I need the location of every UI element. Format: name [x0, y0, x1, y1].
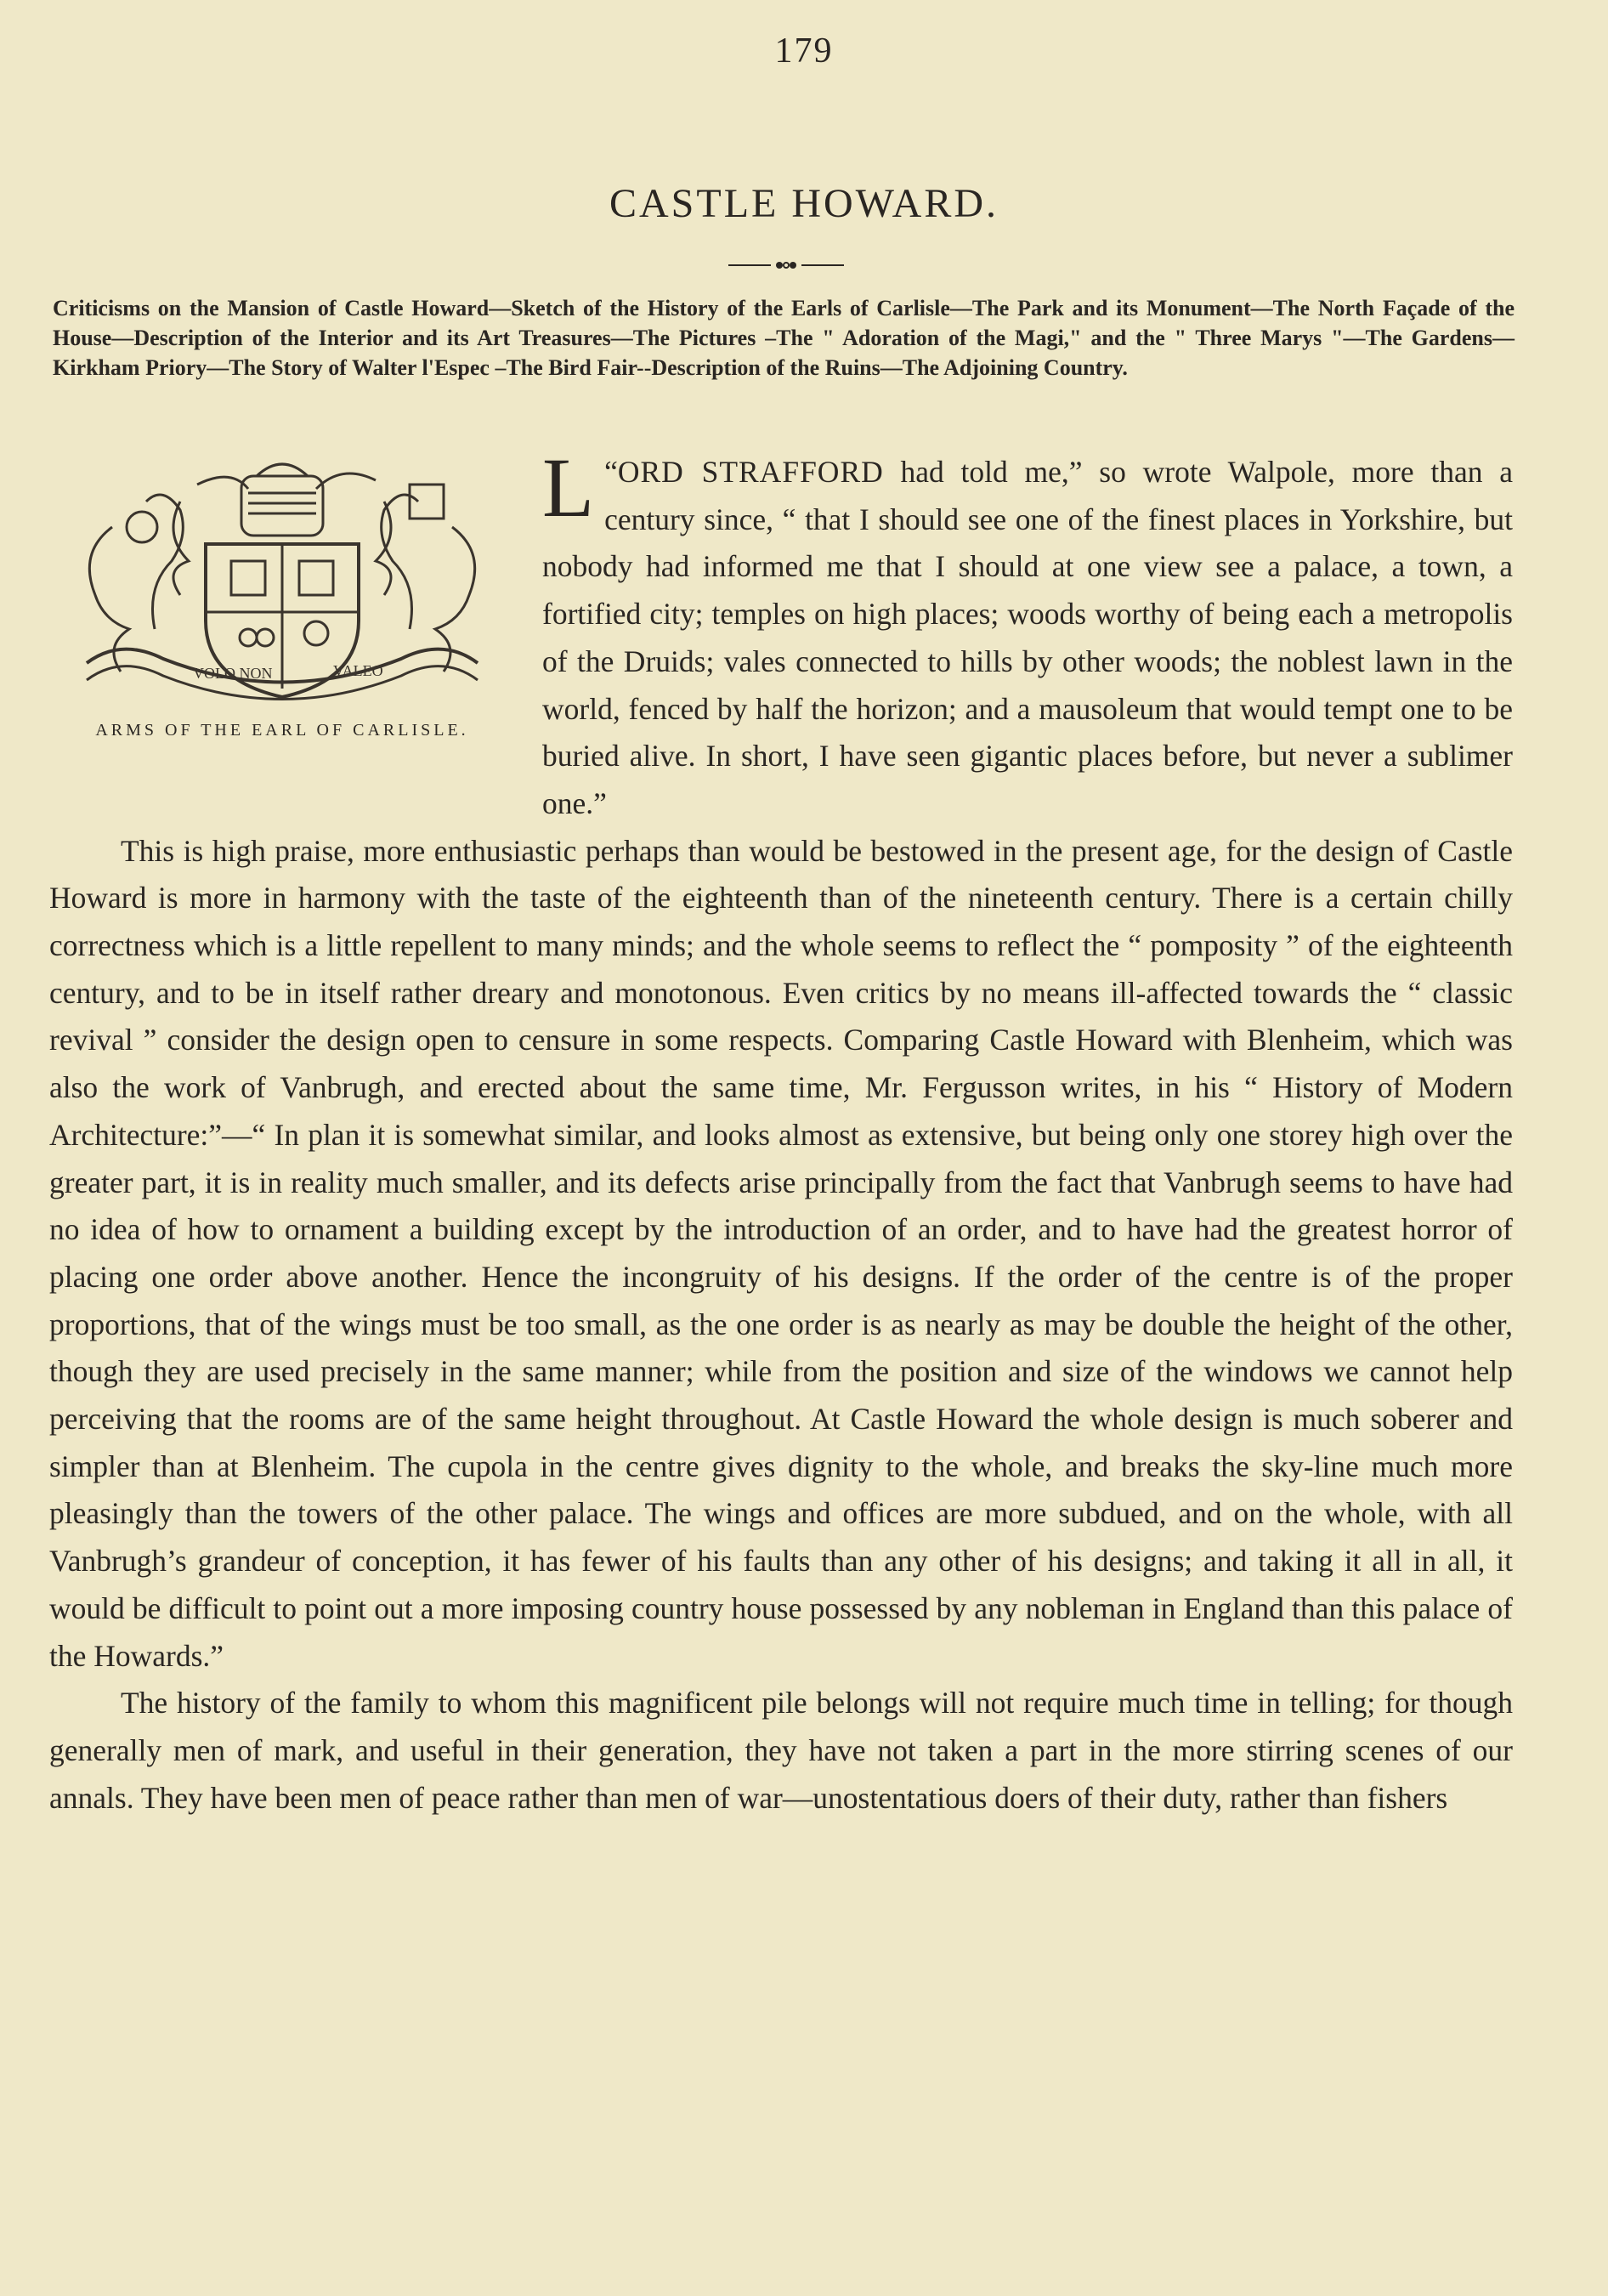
first-words: ORD STRAFFORD [617, 455, 884, 489]
illustration-wrap-space [49, 449, 542, 780]
drop-cap: L [542, 449, 595, 535]
paragraph-1-text: had told me,” so wrote Walpole, more than a century since, “ that I should see one of the finest places in Yorkshire, but nobody had informed me that I should at one view see a palace, a town, a fortified city; temples on high places; woods worthy of being each a metropolis of the Druids; vales connected to hills by other woods; the noblest lawn in the world, fenced by half the horizon; and a mausoleum that would tempt one to be buried alive. In short, I have seen gigantic places before, but never a sublimer one.” [542, 455, 1513, 820]
paragraph-3: The history of the family to whom this magnificent pile belongs will not require much time in telling; for though generally men of mark, and useful in their generation, they have not taken a part in the more stirring scenes of our annals. They have been men of peace rather than men of war—unostentatious doers of their duty, rather than fishers [49, 1686, 1513, 1815]
motto-left: VOLO NON [193, 665, 273, 682]
illustration-caption: ARMS OF THE EARL OF CARLISLE. [95, 721, 469, 740]
open-quote: “ [604, 455, 618, 489]
title-ornament [727, 255, 846, 275]
paragraph-2: This is high praise, more enthusiastic perhaps than would be bestowed in the present age, for the design of Castle Howard is more in harmony with the taste of the eighteenth than of the nineteenth century. There is a certain chilly correctness which is a little repellent to many minds; and the whole seems to reflect the “ pomposity ” of the eighteenth century, and to be in itself rather dreary and monotonous. Even critics by no means ill-affected towards the “ classic revival ” consider the design open to censure in some respects. Comparing Castle Howard with Blenheim, which was also the work of Vanbrugh, and erected about the same time, Mr. Fergusson writes, in his “ History of Modern Architecture:”—“ In plan it is somewhat similar, and looks almost as extensive, but being only one storey high over the greater part, it is in reality much smaller, and its defects arise principally from the fact that Vanbrugh seems to have had no idea of how to ornament a building except by the introduction of an order, and to have had the greatest horror of placing one order above another. Hence the incongruity of his designs. If the order of the centre is of the proper proportions, that of the wings must be too small, as the one order is as nearly as may be double the height of the other, though they are used precisely in the same manner; while from the position and size of the windows we cannot help perceiving that the rooms are of the same height throughout. At Castle Howard the whole design is much soberer and simpler than at Blenheim. The cupola in the centre gives dignity to the whole, and breaks the sky-line much more pleasingly than the towers of the other palace. The wings and offices are more subdued, and on the whole, with all Vanbrugh’s grandeur of conception, it has fewer of his faults than any other of his designs; and taking it all in all, it would be difficult to point out a more imposing country house possessed by any nobleman in England than this palace of the Howards.” [49, 833, 1513, 1673]
motto-right: VALEO [333, 662, 383, 679]
page-number: 179 [774, 31, 834, 71]
main-text [49, 449, 1513, 2183]
chapter-synopsis: Criticisms on the Mansion of Castle Howard—Sketch of the History of the Earls of Carlisle—The Park and its Monument—The North Façade of the House—Description of the Interior and its Art Treasures—The Pictures –The " Adoration of the Magi," and the " Three Marys "—The Gardens—Kirkham Priory—The Story of Walter l'Espec –The Bird Fair--Description of the Ruins—The Adjoining Country. [53, 296, 1515, 380]
chapter-title: CASTLE HOWARD. [609, 181, 999, 226]
